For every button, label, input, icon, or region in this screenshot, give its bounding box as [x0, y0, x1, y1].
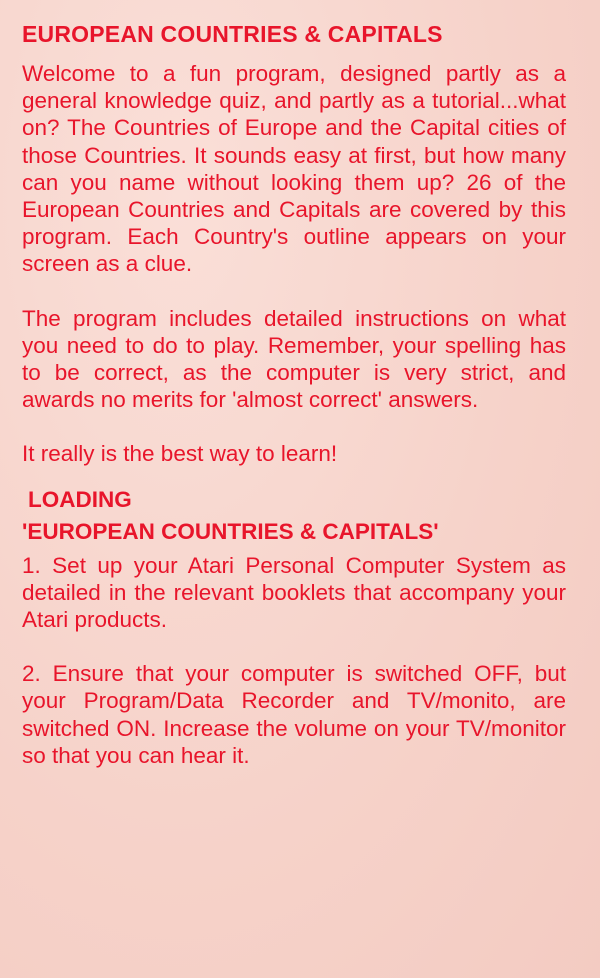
- loading-heading: LOADING: [28, 486, 132, 512]
- step-item: [22, 552, 566, 634]
- intro-paragraph-2: The program includes detailed instructions on what you need to do to play. Remember, your spelling has to be correct, as the computer is very strict, and awards no merits for 'almost correct' answers.: [22, 305, 566, 413]
- step-1-text: 1. Set up your Atari Personal Computer System as detailed in the relevant booklets that accompany your Atari products.: [22, 552, 566, 633]
- loading-subheading: 'EUROPEAN COUNTRIES & CAPITALS': [22, 518, 439, 544]
- step-2-text: 2. Ensure that your computer is switched OFF, but your Program/Data Recorder and TV/monito, are switched ON. Increase the volume on your TV/monitor so that you can hear it.: [22, 661, 566, 768]
- document-title: EUROPEAN COUNTRIES & CAPITALS: [22, 21, 443, 47]
- intro-paragraph-1: Welcome to a fun program, designed partly as a general knowledge quiz, and partly as a tutorial...what on? The Countries of Europe and the Capital cities of those Countries. It sounds easy at first, but how many can you name without looking them up? 26 of the European Countries and Capitals are covered by this program. Each Country's outline appears on your screen as a clue.: [22, 61, 566, 277]
- loading-steps: [22, 552, 566, 769]
- step-item: [22, 633, 566, 769]
- intro-paragraph-3: It really is the best way to learn!: [22, 441, 338, 467]
